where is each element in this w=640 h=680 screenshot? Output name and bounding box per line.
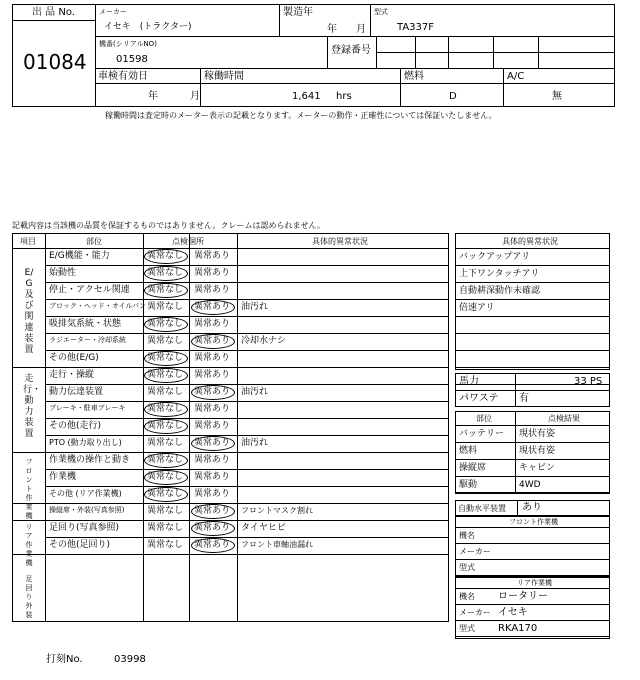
- ng-option: 異常あり: [194, 336, 231, 346]
- detail-text: フロントマスク割れ: [241, 506, 313, 515]
- ok-option: 異常なし: [147, 523, 184, 533]
- detail-text: 油汚れ: [241, 302, 269, 312]
- detail-text: 油汚れ: [241, 387, 269, 397]
- ok-option: 異常なし: [147, 489, 184, 499]
- hours-label: 稼働時間: [204, 71, 244, 82]
- selected-circle: [144, 453, 188, 468]
- check-part: 駆動: [459, 480, 478, 490]
- ng-option: 異常あり: [194, 268, 231, 278]
- ng-option: 異常あり: [194, 302, 231, 312]
- detail-header: 具体的異常状況: [502, 237, 558, 246]
- implement-label: 型式: [459, 624, 475, 633]
- maker-value: イセキ (トラクター): [104, 22, 192, 32]
- ok-option: 異常なし: [147, 251, 184, 261]
- col-detail-header: 具体的異常状況: [312, 237, 368, 246]
- part-label: ラジエーター・冷却系統: [49, 336, 126, 344]
- selected-circle: [191, 300, 235, 315]
- col-check-header: 点検個所: [172, 237, 204, 246]
- detail-text: 冷却水ナシ: [241, 336, 286, 346]
- implement-value: イセキ: [498, 607, 528, 618]
- selected-circle: [144, 487, 188, 502]
- ng-option: 異常あり: [194, 523, 231, 533]
- ng-option: 異常あり: [194, 455, 231, 465]
- selected-circle: [191, 385, 235, 400]
- ng-option: 異常あり: [194, 285, 231, 295]
- selected-circle: [191, 504, 235, 519]
- auto-level-label: 自動水平装置: [458, 504, 506, 513]
- implement-value: ロータリー: [498, 591, 548, 602]
- check-result: 現状有姿: [519, 429, 556, 439]
- part-label: PTO (動力取り出し): [49, 438, 122, 447]
- ac-value: 無: [552, 91, 562, 102]
- implement-label: 機名: [459, 592, 475, 601]
- check-part: バッテリー: [459, 429, 505, 439]
- group-label-engine: E/G及び関連装置: [24, 268, 34, 355]
- disclaimer: 記載内容は当該機の品質を保証するものではありません。クレームは認められません。: [12, 221, 325, 230]
- rear-implement-header: リア作業機: [517, 579, 552, 587]
- ok-option: 異常なし: [147, 506, 184, 516]
- implement-label: メーカー: [459, 547, 491, 556]
- ok-option: 異常なし: [147, 268, 184, 278]
- part-label: E/G機能・能力: [49, 251, 110, 261]
- ng-option: 異常あり: [194, 404, 231, 414]
- ng-option: 異常あり: [194, 251, 231, 261]
- selected-circle: [144, 283, 188, 298]
- selected-circle: [144, 419, 188, 434]
- selected-circle: [144, 249, 188, 264]
- part-label: 作業機の操作と動き: [49, 455, 131, 465]
- serial-label: 機番(シリアルNO): [99, 40, 157, 48]
- detail-text: フロント車軸油漏れ: [241, 540, 313, 549]
- ng-option: 異常あり: [194, 353, 231, 363]
- ng-option: 異常あり: [194, 421, 231, 431]
- detail-text: タイヤヒビ: [241, 523, 286, 533]
- implement-value: RKA170: [498, 623, 538, 634]
- ok-option: 異常なし: [147, 438, 184, 448]
- year-label: 製造年: [283, 7, 313, 18]
- group-label-rear: リア作業機: [25, 523, 33, 567]
- ng-option: 異常あり: [194, 319, 231, 329]
- part-label: 停止・アクセル関連: [49, 285, 130, 295]
- ok-option: 異常なし: [147, 370, 184, 380]
- inspection-label: 車検有効日: [98, 71, 148, 82]
- ok-option: 異常なし: [147, 540, 184, 550]
- selected-circle: [191, 334, 235, 349]
- power-value: 33 PS: [574, 376, 603, 387]
- steering-value: 有: [519, 393, 529, 404]
- detail-line: 上下ワンタッチアリ: [459, 269, 540, 279]
- ok-option: 異常なし: [147, 302, 184, 312]
- implement-label: 機名: [459, 531, 475, 540]
- group-label-drive: 走行・動力装置: [23, 374, 42, 439]
- selected-circle: [144, 266, 188, 281]
- part-label: 走行・操縦: [49, 370, 95, 380]
- hours-note: 稼働時間は査定時のメーター表示の記載となります。メーターの動作・正確性については保証いたしません。: [105, 111, 497, 120]
- check-result: キャビン: [519, 463, 556, 473]
- inspection-month: 月: [190, 91, 200, 102]
- implement-label: 型式: [459, 563, 475, 572]
- steering-label: パワステ: [459, 393, 499, 404]
- ok-option: 異常なし: [147, 319, 184, 329]
- selected-circle: [144, 351, 188, 366]
- check-result: 現状有姿: [519, 446, 556, 456]
- group-label-exterior: 足回り外装: [25, 575, 33, 619]
- ok-option: 異常なし: [147, 387, 184, 397]
- maker-label: メーカー: [99, 8, 127, 16]
- check-part: 操縦席: [459, 463, 487, 473]
- ng-option: 異常あり: [194, 540, 231, 550]
- month-unit: 月: [356, 24, 366, 35]
- model-value: TA337F: [397, 22, 435, 33]
- registration-label: 登録番号: [331, 45, 371, 56]
- result-header: 点検結果: [548, 414, 580, 423]
- ok-option: 異常なし: [147, 421, 184, 431]
- selected-circle: [144, 402, 188, 417]
- part-label: 操縦席・外装(写真参照): [49, 506, 125, 514]
- part-label: ブレーキ・駐車ブレーキ: [49, 404, 126, 412]
- ac-label: A/C: [507, 71, 525, 82]
- ok-option: 異常なし: [147, 455, 184, 465]
- col-item-header: 項目: [20, 237, 36, 246]
- ng-option: 異常あり: [194, 489, 231, 499]
- ng-option: 異常あり: [194, 438, 231, 448]
- ok-option: 異常なし: [147, 353, 184, 363]
- hours-unit: hrs: [336, 91, 352, 102]
- ng-option: 異常あり: [194, 506, 231, 516]
- check-result: 4WD: [519, 480, 541, 490]
- part-label: 足回り(写真参照): [49, 523, 120, 533]
- detail-line: 倍速アリ: [459, 303, 495, 313]
- auto-level-value: あり: [522, 502, 542, 513]
- selected-circle: [191, 521, 235, 536]
- year-unit: 年: [327, 24, 337, 35]
- part-label: その他(足回り): [49, 540, 111, 550]
- lot-number: 01084: [23, 50, 87, 74]
- hours-value: 1,641: [292, 91, 321, 102]
- serial-value: 01598: [116, 54, 148, 65]
- selected-circle: [144, 317, 188, 332]
- ok-option: 異常なし: [147, 472, 184, 482]
- part-label: 作業機: [49, 472, 77, 482]
- col-part-header: 部位: [86, 237, 102, 246]
- group-label-front: フロント作業機: [25, 458, 33, 520]
- detail-line: バックアップアリ: [459, 252, 531, 262]
- part-label: 始動性: [49, 268, 77, 278]
- selected-circle: [144, 368, 188, 383]
- ng-option: 異常あり: [194, 387, 231, 397]
- ok-option: 異常なし: [147, 404, 184, 414]
- front-implement-header: フロント作業機: [509, 518, 558, 526]
- power-label: 馬力: [459, 376, 479, 387]
- fuel-value: D: [449, 91, 457, 102]
- lot-label: 出 品 No.: [32, 7, 75, 18]
- part-label: ブロック・ヘッド・オイルパン: [49, 302, 147, 310]
- ng-option: 異常あり: [194, 370, 231, 380]
- stamp-label: 打刻No.: [46, 654, 83, 665]
- stamp-value: 03998: [114, 654, 146, 665]
- detail-line: 自動耕深動作未確認: [459, 286, 541, 296]
- part-label: その他(E/G): [49, 353, 99, 363]
- selected-circle: [191, 436, 235, 451]
- part-header: 部位: [476, 414, 492, 423]
- part-label: 動力伝達装置: [49, 387, 104, 397]
- selected-circle: [191, 538, 235, 553]
- part-label: その他 (リア作業機): [49, 489, 122, 498]
- implement-label: メーカー: [459, 608, 491, 617]
- model-label: 型式: [374, 8, 388, 16]
- selected-circle: [144, 470, 188, 485]
- ng-option: 異常あり: [194, 472, 231, 482]
- ok-option: 異常なし: [147, 336, 184, 346]
- fuel-label: 燃料: [404, 71, 424, 82]
- part-label: その他(走行): [49, 421, 102, 431]
- check-part: 燃料: [459, 446, 478, 456]
- ok-option: 異常なし: [147, 285, 184, 295]
- part-label: 吸排気系統・状態: [49, 319, 122, 329]
- inspection-year: 年: [148, 91, 158, 102]
- detail-text: 油汚れ: [241, 438, 269, 448]
